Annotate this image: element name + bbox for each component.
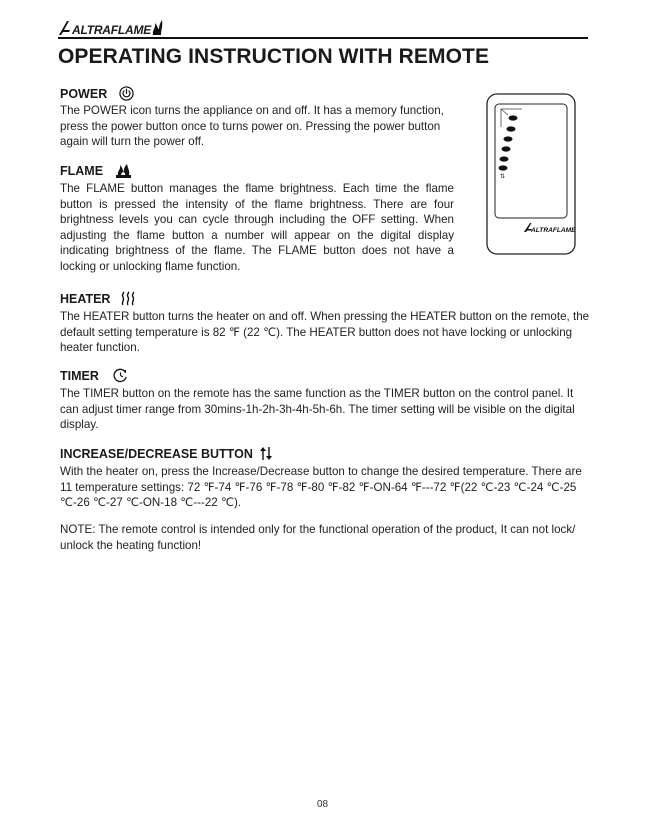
remote-flame-button — [507, 126, 516, 131]
heater-heading-label: HEATER — [60, 291, 111, 306]
page-title: OPERATING INSTRUCTION WITH REMOTE — [58, 45, 490, 68]
flame-description: The FLAME button manages the flame brightness. Each time the flame button is pressed the intensity of the flame brightness. There are four brightness levels you can cycle through including the OFF setting. When adjusting the flame button a number will appear on the digital display indicating brightness of the flame. The FLAME button does not have a locking or unlocking flame function. — [60, 182, 454, 273]
increase-decrease-heading — [60, 446, 273, 461]
increase-decrease-icon — [259, 446, 273, 461]
remote-decrease-button — [499, 165, 508, 170]
flame-icon — [115, 163, 132, 179]
flame-heading — [60, 163, 132, 179]
remote-heater-button — [504, 136, 513, 141]
timer-icon — [113, 368, 128, 383]
header-rule — [58, 37, 588, 39]
page-header — [58, 14, 588, 39]
flame-heading-label: FLAME — [60, 164, 104, 178]
heater-heading — [60, 291, 136, 306]
heater-icon — [120, 291, 136, 306]
remote-increase-button — [500, 156, 509, 161]
power-icon — [119, 86, 134, 101]
remote-note: NOTE: The remote control is intended only for the functional operation of the product, It can not lock/ unlock the heating function! — [60, 523, 576, 552]
power-description: The POWER icon turns the appliance on and off. It has a memory function, press the power button once to turns power on. Pressing the power button again will turn the power off. — [60, 104, 444, 148]
brand-logo — [58, 14, 588, 36]
power-heading-label: POWER — [60, 86, 108, 101]
timer-heading-label: TIMER — [60, 368, 99, 383]
remote-control-illustration — [486, 93, 576, 255]
remote-timer-button — [502, 146, 511, 151]
page-number: 08 — [316, 799, 329, 810]
remote-brand-label: ALTRAFLAME — [531, 227, 576, 234]
power-heading — [60, 86, 134, 101]
flame-logo-icon — [151, 18, 163, 36]
heater-description: The HEATER button turns the heater on and off. When pressing the HEATER button on the remote, the default setting temperature is 82 ℉ (22 ℃). The HEATER button does not have locking or unlocking heater function. — [60, 310, 590, 354]
increase-decrease-description: With the heater on, press the Increase/Decrease button to change the desired temperature. There are 11 temperature settings: 72 ℉-74 ℉-76 ℉-78 ℉-80 ℉-82 ℉-ON-64 ℉---72 ℉(22 ℃-23 ℃-24 ℃-25 ℃-26 ℃-27 ℃-ON-18 ℃---22 ℃). — [60, 465, 582, 509]
timer-heading — [60, 368, 128, 383]
brand-name: ALTRAFLAME — [72, 23, 152, 37]
timer-description: The TIMER button on the remote has the same function as the TIMER button on the control panel. It can adjust timer range from 30mins-1h-2h-3h-4h-5h-6h. The timer setting will be visible on the digital display. — [60, 387, 575, 431]
remote-power-button — [509, 115, 518, 120]
svg-text:⇅: ⇅ — [500, 173, 506, 180]
increase-decrease-heading-label: INCREASE/DECREASE BUTTON — [60, 446, 253, 461]
